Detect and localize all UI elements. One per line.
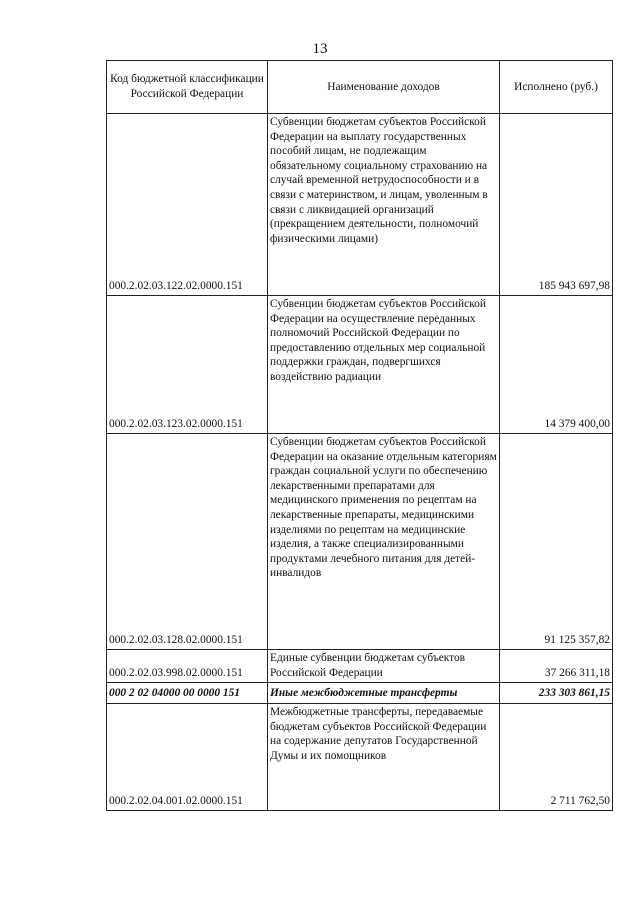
row-sum: 233 303 861,15: [500, 683, 613, 704]
row-name: Субвенции бюджетам субъектов Российской Федерации на выплату государственных пособий лицам, не подлежащим обязательному социальному страхованию на случай временной нетрудоспособности и в связи с материнством, и лицам, уволенным в связи с ликвидацией организаций (прекращением деятельности, полномочий физическими лицами): [268, 114, 500, 296]
row-sum: 14 379 400,00: [500, 296, 613, 434]
table-row-group-total: [107, 683, 613, 704]
table-row: [107, 434, 613, 650]
row-code: 000.2.02.03.998.02.0000.151: [107, 650, 268, 683]
header-name: Наименование доходов: [268, 61, 500, 114]
table-row: [107, 704, 613, 811]
header-code: Код бюджетной классификации Российской Федерации: [107, 61, 268, 114]
row-code: 000.2.02.03.123.02.0000.151: [107, 296, 268, 434]
table-row: [107, 296, 613, 434]
row-code: 000.2.02.03.122.02.0000.151: [107, 114, 268, 296]
row-code: 000.2.02.04.001.02.0000.151: [107, 704, 268, 811]
row-name: Межбюджетные трансферты, передаваемые бюджетам субъектов Российской Федерации на содержание депутатов Государственной Думы и их помощников: [268, 704, 500, 811]
row-sum: 37 266 311,18: [500, 650, 613, 683]
row-sum: 91 125 357,82: [500, 434, 613, 650]
row-sum: 2 711 762,50: [500, 704, 613, 811]
row-name: Иные межбюджетные трансферты: [268, 683, 500, 704]
table-header-row: [107, 61, 613, 114]
row-name: Субвенции бюджетам субъектов Российской Федерации на осуществление переданных полномочий Российской Федерации по предоставлению отдельных мер социальной поддержки граждан, подвергшихся воздействию радиации: [268, 296, 500, 434]
row-sum: 185 943 697,98: [500, 114, 613, 296]
row-name: Единые субвенции бюджетам субъектов Российской Федерации: [268, 650, 500, 683]
table-row: [107, 650, 613, 683]
header-sum: Исполнено (руб.): [500, 61, 613, 114]
table-row: [107, 114, 613, 296]
page-number: 13: [312, 41, 328, 57]
row-code: 000.2.02.03.128.02.0000.151: [107, 434, 268, 650]
row-code: 000 2 02 04000 00 0000 151: [107, 683, 268, 704]
revenue-table: [106, 60, 613, 811]
row-name: Субвенции бюджетам субъектов Российской Федерации на оказание отдельным категориям граждан социальной услуги по обеспечению лекарственными препаратами для медицинского применения по рецептам на лекарственные препараты, медицинскими изделиями по рецептам на медицинские изделия, а также специализированными продуктами лечебного питания для детей-инвалидов: [268, 434, 500, 650]
